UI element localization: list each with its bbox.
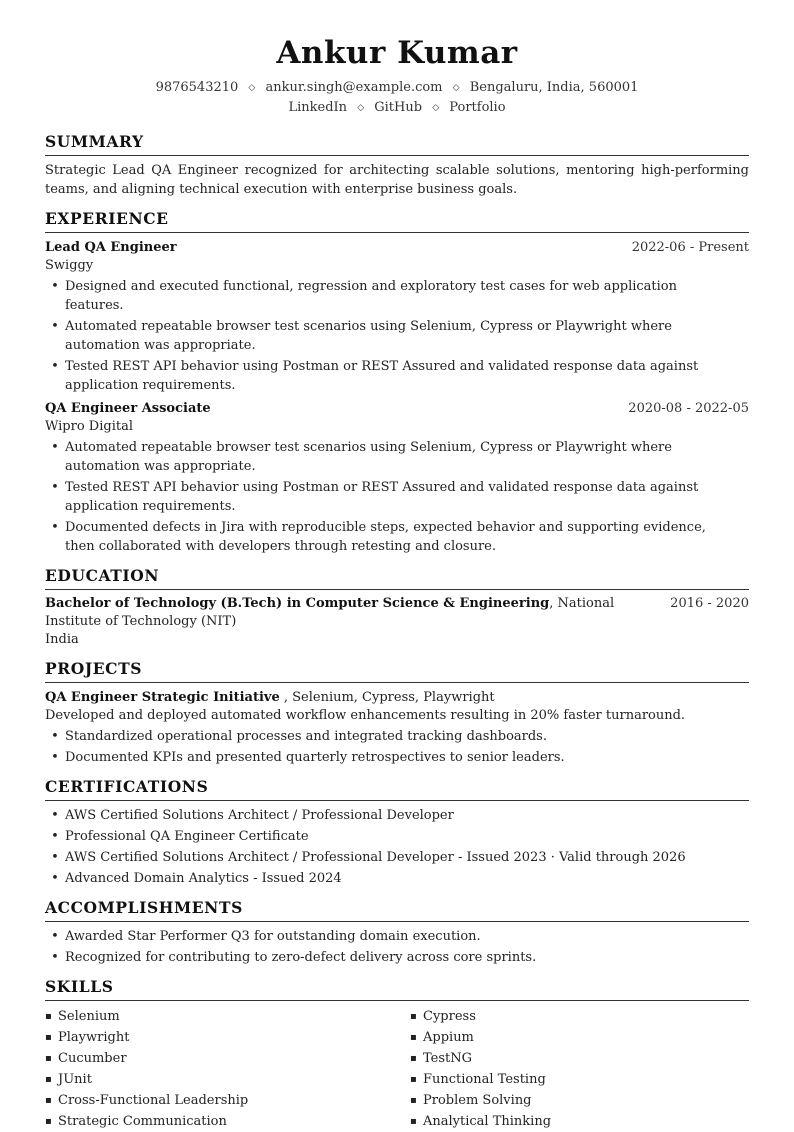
- education-section: [45, 566, 749, 649]
- list-item: • Professional QA Engineer Certificate: [65, 827, 749, 846]
- certifications-section: [45, 777, 749, 888]
- portfolio-link[interactable]: Portfolio: [449, 100, 506, 115]
- skill-item: ▪ Analytical Thinking: [410, 1111, 749, 1132]
- skills-section: [45, 977, 749, 1132]
- degree: Bachelor of Technology (B.Tech) in Computer Science & Engineering: [45, 596, 550, 611]
- job-entry: [45, 399, 749, 556]
- contact-line: [45, 78, 749, 98]
- project-description: Developed and deployed automated workflow enhancements resulting in 20% faster turnaround.: [45, 708, 686, 723]
- list-item: • Tested REST API behavior using Postman or REST Assured and validated response data against application requirements.: [65, 478, 749, 516]
- list-item: • Automated repeatable browser test scenarios using Selenium, Cypress or Playwright where automation was appropriate.: [65, 317, 749, 355]
- diamond-separator-icon: ◇: [248, 83, 256, 93]
- section-title: PROJECTS: [45, 659, 749, 683]
- job-dates: 2020-08 - 2022-05: [628, 401, 749, 416]
- summary-text: Strategic Lead QA Engineer recognized for architecting scalable solutions, mentoring high-performing teams, and aligning technical execution with enterprise business goals.: [45, 163, 749, 197]
- section-title: SUMMARY: [45, 132, 749, 156]
- skill-item: ▪ Appium: [410, 1027, 749, 1048]
- job-title: Lead QA Engineer: [45, 240, 177, 255]
- accomplishment-list: [45, 927, 749, 967]
- project-name: QA Engineer Strategic Initiative: [45, 690, 280, 705]
- email[interactable]: ankur.singh@example.com: [265, 80, 443, 95]
- project-tech: , Selenium, Cypress, Playwright: [279, 690, 495, 705]
- phone: 9876543210: [155, 80, 239, 95]
- list-item: • Documented KPIs and presented quarterly retrospectives to senior leaders.: [65, 748, 749, 767]
- job-company: Wipro Digital: [45, 419, 133, 434]
- diamond-separator-icon: ◇: [432, 103, 440, 113]
- education-location: India: [45, 632, 79, 647]
- skill-item: ▪ JUnit: [45, 1069, 410, 1090]
- certification-list: [45, 806, 749, 888]
- job-bullets: [45, 277, 749, 395]
- skill-item: ▪ Selenium: [45, 1006, 410, 1027]
- list-item: • Designed and executed functional, regression and exploratory test cases for web application features.: [65, 277, 749, 315]
- section-title: EXPERIENCE: [45, 209, 749, 233]
- list-item: • AWS Certified Solutions Architect / Professional Developer - Issued 2023 · Valid through 2026: [65, 848, 749, 867]
- skill-item: ▪ Strategic Communication: [45, 1111, 410, 1132]
- diamond-separator-icon: ◇: [357, 103, 365, 113]
- experience-section: [45, 209, 749, 556]
- list-item: • Standardized operational processes and integrated tracking dashboards.: [65, 727, 749, 746]
- skill-item: ▪ Functional Testing: [410, 1069, 749, 1090]
- list-item: • Tested REST API behavior using Postman or REST Assured and validated response data against application requirements.: [65, 357, 749, 395]
- skill-item: ▪ Playwright: [45, 1027, 410, 1048]
- skill-item: ▪ TestNG: [410, 1048, 749, 1069]
- education-dates: 2016 - 2020: [670, 596, 749, 611]
- candidate-name: Ankur Kumar: [276, 35, 518, 71]
- skill-item: ▪ Cypress: [410, 1006, 749, 1027]
- github-link[interactable]: GitHub: [374, 100, 423, 115]
- linkedin-link[interactable]: LinkedIn: [288, 100, 348, 115]
- institution: , National Institute of Technology (NIT): [45, 596, 615, 629]
- list-item: • AWS Certified Solutions Architect / Professional Developer: [65, 806, 749, 825]
- skill-item: ▪ Cucumber: [45, 1048, 410, 1069]
- skill-item: ▪ Cross-Functional Leadership: [45, 1090, 410, 1111]
- accomplishments-section: [45, 898, 749, 967]
- section-title: EDUCATION: [45, 566, 749, 590]
- job-entry: [45, 238, 749, 395]
- section-title: ACCOMPLISHMENTS: [45, 898, 749, 922]
- list-item: • Documented defects in Jira with reproducible steps, expected behavior and supporting evidence, then collaborated with developers through retesting and closure.: [65, 518, 749, 556]
- section-title: SKILLS: [45, 977, 749, 1001]
- project-bullets: [45, 727, 749, 767]
- list-item: • Recognized for contributing to zero-defect delivery across core sprints.: [65, 948, 749, 967]
- job-dates: 2022-06 - Present: [631, 240, 749, 255]
- job-title: QA Engineer Associate: [45, 401, 211, 416]
- skill-item: ▪ Problem Solving: [410, 1090, 749, 1111]
- links-line: [45, 98, 749, 118]
- location: Bengaluru, India, 560001: [469, 80, 639, 95]
- summary-section: [45, 132, 749, 199]
- job-company: Swiggy: [45, 258, 94, 273]
- projects-section: [45, 659, 749, 767]
- section-title: CERTIFICATIONS: [45, 777, 749, 801]
- job-bullets: [45, 438, 749, 556]
- skills-grid: [45, 1006, 749, 1132]
- diamond-separator-icon: ◇: [452, 83, 460, 93]
- list-item: • Advanced Domain Analytics - Issued 2024: [65, 869, 749, 888]
- list-item: • Awarded Star Performer Q3 for outstanding domain execution.: [65, 927, 749, 946]
- list-item: • Automated repeatable browser test scenarios using Selenium, Cypress or Playwright where automation was appropriate.: [65, 438, 749, 476]
